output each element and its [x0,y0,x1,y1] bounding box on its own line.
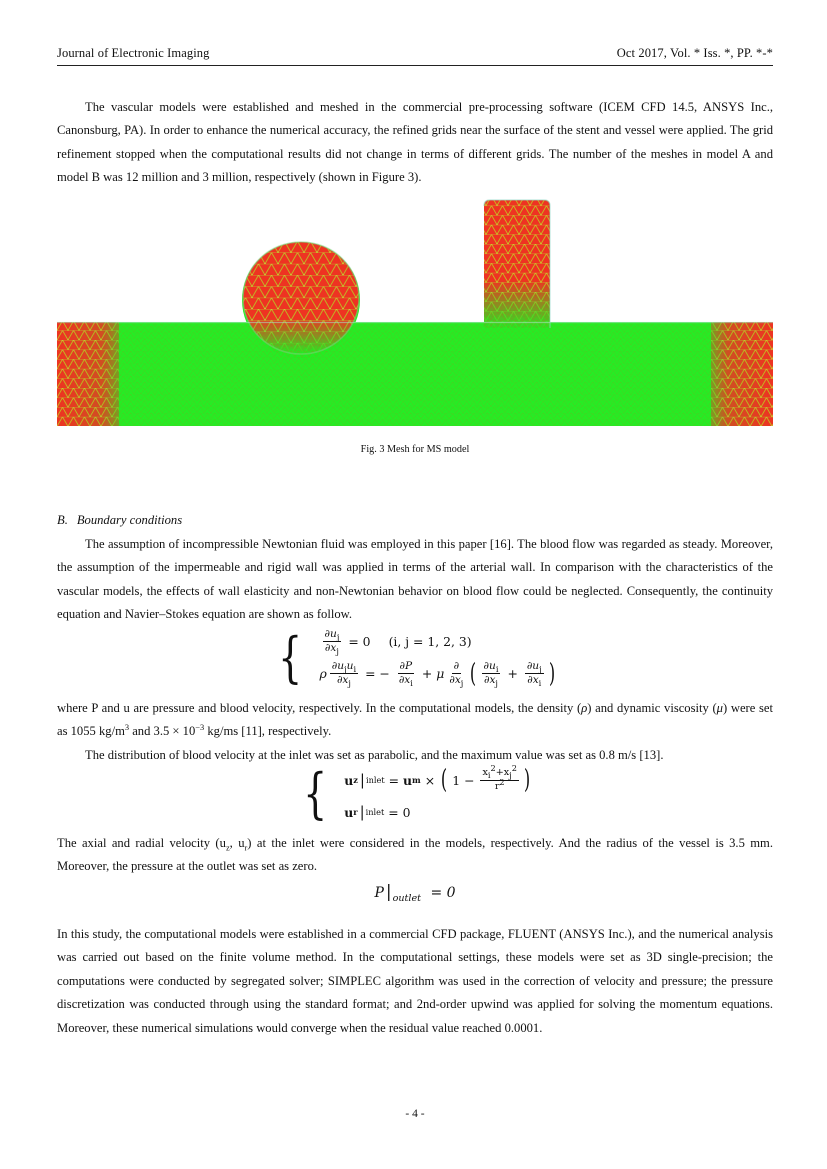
running-head [57,46,773,66]
equation-2-line-1: u z | inlet = u m × ( 1 − $\frac{xi2+xj2}{r2}$ ) [344,763,531,795]
equation-2-line-2: u r | inlet = 0 [344,802,411,821]
outlet-refined-mesh [711,322,773,426]
eq3-eval-bar: | [385,882,392,902]
paragraph-inlet-velocity: The distribution of blood velocity at the inlet was set as parabolic, and the maximum value was set as 0.8 m/s [13]. [85,748,664,762]
eq3-equals: = 0 [430,885,456,901]
p3-exponent-neg3: −3 [195,723,205,733]
eq1-d-den: ∂x [449,674,461,687]
eq1-t2-num: ∂u [526,660,540,673]
section-title: Boundary conditions [76,513,183,527]
eq3-P: P [374,885,384,901]
eq3-outlet-sub: outlet [392,892,422,904]
eq1-t1-den-sub: j [495,678,498,689]
p3-part-c: ) were set as 1055 kg/m [57,701,773,739]
p3-part-b: ) and dynamic viscosity ( [587,701,717,715]
eq2-equals: = [388,772,400,788]
eq1-p-den-sub: i [410,678,413,689]
eq1-t1-num: ∂u [483,660,496,673]
eq1-rho: ρ [319,666,327,682]
eq2-r: r [494,780,500,792]
p3-part-a: where P and u are pressure and blood velocity, respectively. In the computational models, the density ( [57,701,582,715]
eq2-x1-sup: 2 [490,763,496,774]
eq1-equals: = 0 [348,634,371,650]
p3-mu-symbol: μ [716,701,723,715]
eq1-d-num: ∂ [453,660,460,673]
mesh-figure-svg [57,196,773,428]
eq2-eval-bar: | [359,770,365,789]
section-letter: B. [57,513,68,527]
p5-sub-z: z [225,843,230,853]
p5-part-b: , u [229,836,245,850]
p5-part-a: The axial and radial velocity (u [57,836,226,850]
paragraph-velocity-components [57,832,773,879]
eq2-ur: u [344,804,354,820]
left-brace-icon: { [278,625,303,689]
equation-outlet-pressure [57,882,773,904]
eq1-t2-num-sub: j [539,664,542,675]
section-heading-boundary-conditions [57,509,773,532]
eq1-den: ∂x [324,642,337,655]
eq2-r-sup: 2 [499,776,505,787]
side-branch-mesh [484,200,550,328]
journal-title: Journal of Electronic Imaging [57,46,210,60]
left-brace-icon-2: { [303,762,328,825]
equation-continuity-navier-stokes [57,625,773,689]
left-paren-icon: ( [470,658,477,689]
p3-part-d: and 3.5 × 10 [129,724,196,739]
eq1-p-num: ∂P [399,660,413,673]
eq2-equals-2: = 0 [388,804,411,820]
eq2-x1: x [482,767,488,779]
p5-part-c: ) at the inlet were considered in the models, respectively. And the radius of the vessel is 3.5 mm. Moreover, the pressure at the outlet was set as zero. [57,836,773,874]
inlet-refined-mesh [57,322,119,426]
equation-inlet-velocity-profile [57,762,773,825]
eq2-one-minus: 1 − [452,772,475,788]
p3-rho-symbol: ρ [581,701,588,715]
eq1-plus: + [421,666,433,682]
left-paren-icon-3: ( [441,765,448,795]
eq1-mu: μ [436,666,445,682]
paragraph-meshing: The vascular models were established and meshed in the commercial pre-processing software (ICEM CFD 14.5, ANSYS Inc., Canonsburg, PA). In order to enhance the numerical accuracy, the refined grids near the surface of the stent and vessel were applied. The grid refinement stopped when the computational results did not change in terms of different grids. The number of the meshes in model A and model B was 12 million and 3 million, respectively (shown in Figure 3). [57,100,773,185]
eq1-index-condition: (i, j = 1, 2, 3) [388,634,472,650]
figure-3-mesh [57,196,773,428]
eq2-times: × [424,772,436,788]
eq1-l2-num-sub2: i [353,664,357,675]
paragraph-fluid-properties [57,697,773,744]
eq1-t1-den: ∂x [483,674,496,687]
p3-part-e: kg/ms [11], respectively. [204,724,332,739]
paragraph-solver-settings: In this study, the computational models were established in a commercial CFD package, FLUENT (ANSYS Inc.), and the numerical analysis was carried out based on the finite volume method. In the computational settings, these models were set as 3D single-precision; the computations were conducted by segregated solver; SIMPLEC algorithm was used in the correction of velocity and pressure; the pressure discretization was conducted through using the standard format; and 2nd-order upwind was applied for solving the momentum equations. Moreover, these numerical simulations would converge when the residual value reached 0.0001. [57,927,773,1035]
eq2-x1-sub: i [487,770,491,781]
figure-caption: Fig. 3 Mesh for MS model [360,444,470,455]
eq1-l2-num-sub1: j [344,664,347,675]
eq2-x2-sub: j [509,770,512,781]
eq2-um: u [403,772,413,788]
eq1-p-den: ∂x [398,674,411,687]
aneurysm-dome-mesh [242,242,360,358]
eq1-num: ∂u [324,628,337,640]
eq2-x2: x [503,767,510,779]
eq1-l2-num: ∂u [331,660,345,673]
eq1-t2-den-sub: i [538,678,542,689]
eq1-l2-den-sub: j [348,678,351,689]
issue-info: Oct 2017, Vol. * Iss. *, PP. *-* [616,46,773,60]
equation-1-line-1 [320,628,557,657]
equation-1-math [273,625,557,689]
paragraph-assumptions: The assumption of incompressible Newtonian fluid was employed in this paper [16]. The blood flow was regarded as steady. Moreover, the assumption of the impermeable and rigid wall was applied in terms of the arterial wall. In comparison with the characteristics of the vascular models, the effects of wall elasticity and non-Newtonian behavior on blood flow could be neglected. Consequently, the continuity equation and Navier–Stokes equation are shown as follow. [57,537,773,622]
equation-2-math [298,762,532,825]
eq2-uz: u [344,772,354,788]
right-paren-icon: ) [548,658,555,689]
eq2-eval-bar-2: | [359,802,365,821]
eq1-t1-num-sub: i [495,664,499,675]
eq1-den-sub: j [336,646,339,657]
eq1-l2-den: ∂x [336,674,349,687]
eq2-x2-sup: 2 [511,763,517,774]
eq1-l2-equals: = − [365,666,390,682]
eq1-num-sub: j [336,632,340,643]
eq1-l2-num-u: u [346,660,354,673]
page-content [57,0,773,1169]
page-number: - 4 - [405,1108,425,1120]
vessel-trunk-mesh [57,322,773,426]
eq1-t-plus: + [507,666,518,682]
p5-sub-r: r [244,843,248,853]
eq2-num-plus: + [495,767,504,779]
right-paren-icon-3: ) [523,765,531,795]
eq1-t2-den: ∂x [527,674,539,687]
equation-3-math [374,882,456,904]
p3-exponent-cubed: 3 [124,723,130,733]
eq1-d-den-sub: j [460,678,464,689]
equation-1-line-2 [319,658,557,689]
